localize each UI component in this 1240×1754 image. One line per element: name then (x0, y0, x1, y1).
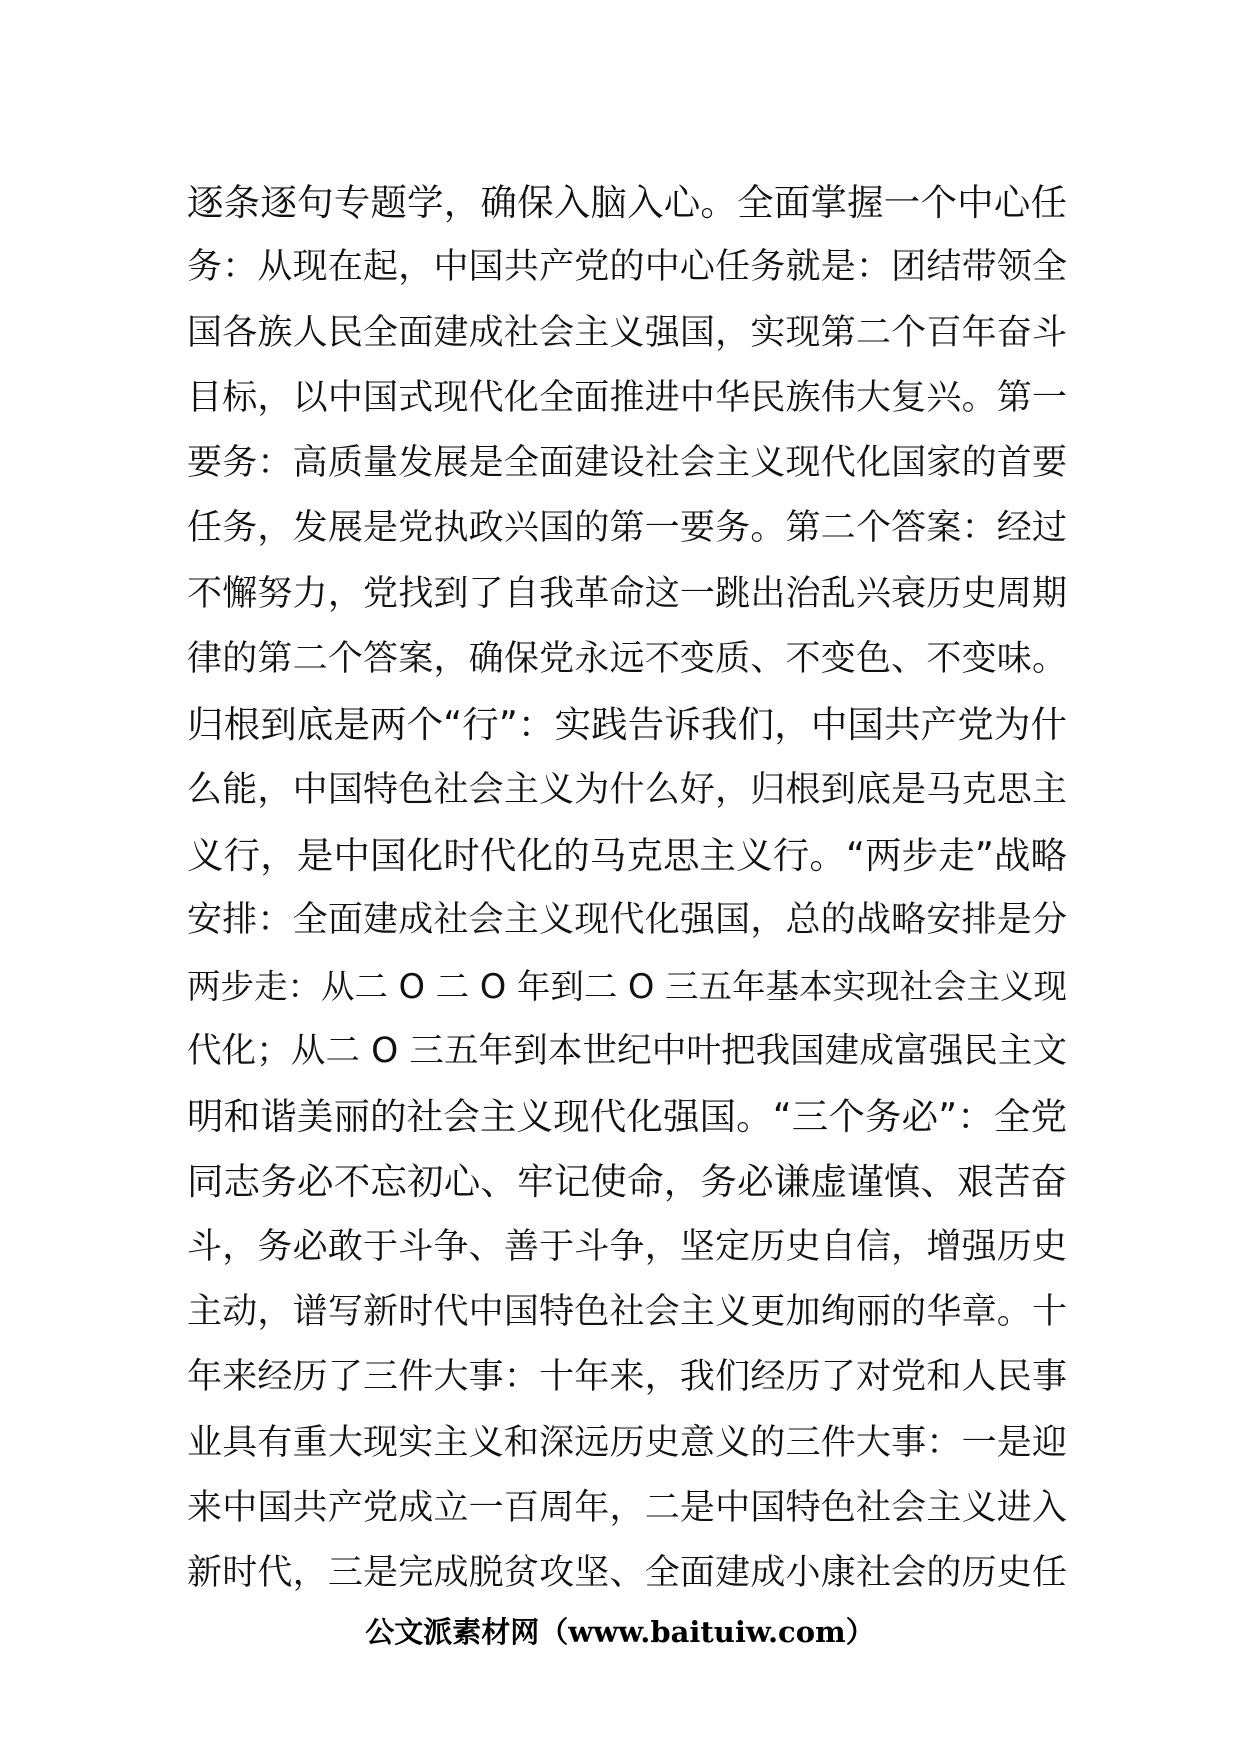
text-line: 来中国共产党成立一百周年，二是中国特色社会主义进入 (187, 1487, 1067, 1528)
text-line: 义行，是中国化时代化的马克思主义行。“两步走”战略 (187, 833, 1067, 877)
text-line: 逐条逐句专题学，确保入脑入心。全面掌握一个中心任 (187, 181, 1067, 224)
text-line: 明和谐美丽的社会主义现代化强国。“三个务必”：全党 (187, 1095, 1067, 1139)
text-line: 年来经历了三件大事：十年来，我们经历了对党和人民事 (187, 1357, 1067, 1398)
text-line: 斗，务必敢于斗争、善于斗争，坚定历史自信，增强历史 (187, 1226, 1067, 1267)
text-line: 新时代，三是完成脱贫攻坚、全面建成小康社会的历史任 (187, 1553, 1067, 1594)
text-line: 律的第二个答案，确保党永远不变质、不变色、不变味。 (187, 639, 1067, 680)
text-line: 主动，谱写新时代中国特色社会主义更加绚丽的华章。十 (187, 1292, 1067, 1333)
footer-watermark: 公文派素材网（www.baituiw.com） (365, 1615, 875, 1649)
text-line: 归根到底是两个“行”：实践告诉我们，中国共产党为什 (187, 703, 1067, 747)
text-line: 两步走：从二 O 二 O 年到二 O 三五年基本实现社会主义现 (187, 966, 1067, 1006)
text-line: 国各族人民全面建成社会主义强国，实现第二个百年奋斗 (187, 312, 1067, 353)
text-line: 不懈努力，党找到了自我革命这一跳出治乱兴衰历史周期 (187, 573, 1067, 614)
text-line: 任务，发展是党执政兴国的第一要务。第二个答案：经过 (187, 508, 1067, 549)
text-line: 同志务必不忘初心、牢记使命，务必谦虚谨慎、艰苦奋 (187, 1160, 1067, 1204)
text-line: 业具有重大现实主义和深远历史意义的三件大事：一是迎 (187, 1422, 1067, 1463)
text-line: 么能，中国特色社会主义为什么好，归根到底是马克思主 (187, 769, 1067, 810)
text-line: 要务：高质量发展是全面建设社会主义现代化国家的首要 (187, 443, 1067, 484)
document-body (187, 170, 1067, 1607)
text-line: 安排：全面建成社会主义现代化强国，总的战略安排是分 (187, 900, 1067, 941)
text-line: 目标，以中国式现代化全面推进中华民族伟大复兴。第一 (187, 377, 1067, 418)
text-line: 务：从现在起，中国共产党的中心任务就是：团结带领全 (187, 247, 1067, 288)
text-line: 代化；从二 O 三五年到本世纪中叶把我国建成富强民主文 (187, 1030, 1067, 1071)
